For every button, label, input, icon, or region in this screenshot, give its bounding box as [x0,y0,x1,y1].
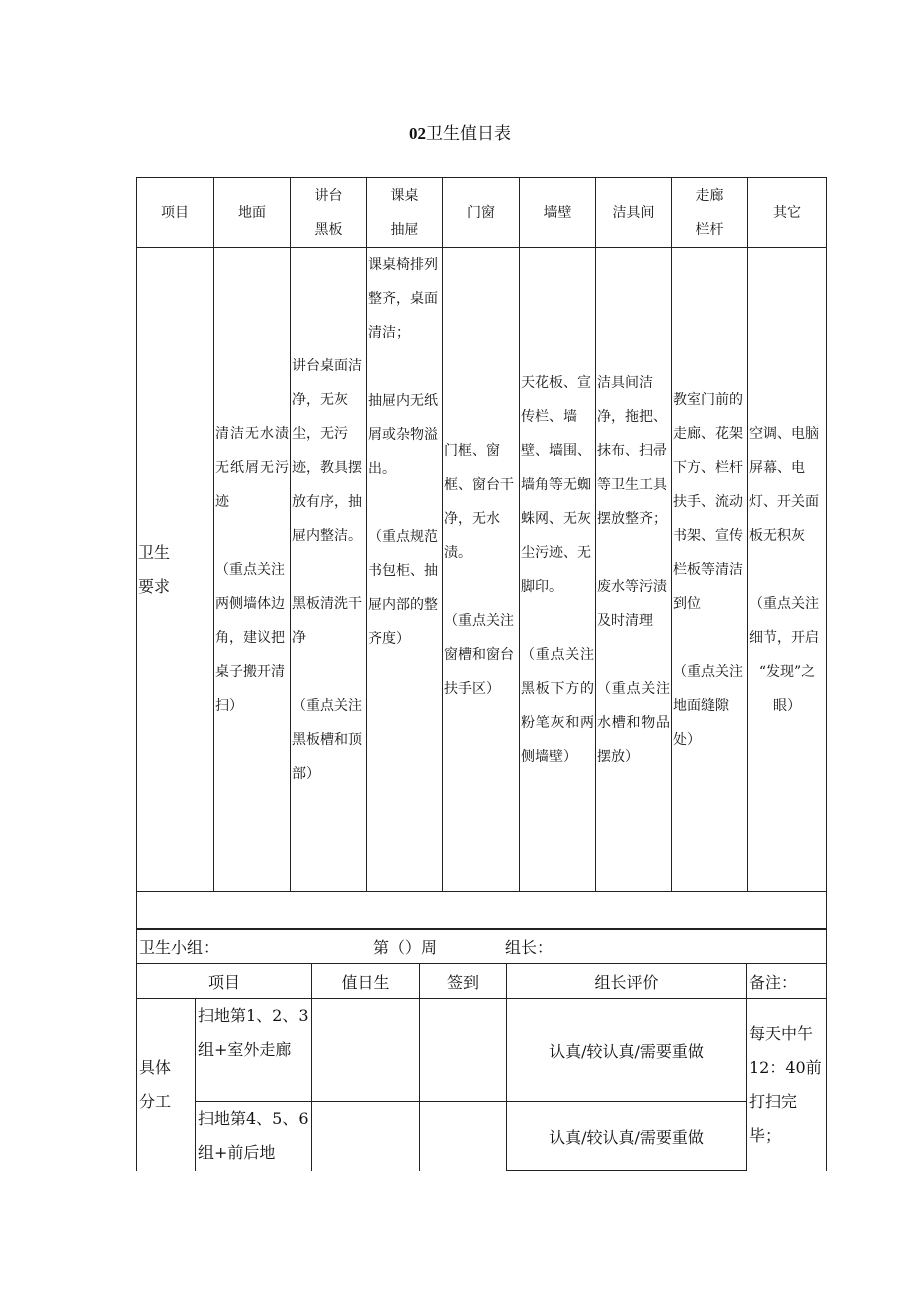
signin-field[interactable] [420,1102,507,1171]
group-duty-table [136,929,827,1171]
header-cell-other: 其它 [748,178,827,248]
remark-cell: 每天中午12：40前打扫完毕； [747,999,827,1171]
req-wall-cell [520,248,596,892]
leader-label: 组长： [505,938,554,957]
header-podium-text: 讲台 黑板 [314,187,343,238]
evaluation-options[interactable]: 认真/较认真/需要重做 [507,999,747,1102]
req-wall-note: （重点关注黑板下方的粉笔灰和两侧墙壁） [521,646,594,765]
req-desk-cell [367,248,443,892]
title-number: 02 [409,124,426,143]
row-label-cell [137,248,214,892]
group-header-row [137,964,827,999]
req-corridor-cell [672,248,748,892]
col-header-item: 项目 [137,964,312,999]
section-label: 具体 分工 [139,1057,172,1111]
req-other-note2: “发现”之眼） [758,663,816,714]
req-other-note: （重点关注细节，开启 [749,595,819,646]
page-title [0,119,920,144]
blank-cell[interactable] [137,892,827,929]
header-cell-item: 项目 [137,178,214,248]
group-info-cell [137,930,827,964]
req-floor-cell [214,248,291,892]
title-text: 卫生值日表 [426,124,511,144]
table-row [137,1102,827,1171]
requirements-row [137,248,827,892]
req-desk-main: 课桌椅排列整齐，桌面清洁； [368,257,438,341]
header-cell-corridor [672,178,748,248]
header-cell-closet: 洁具间 [596,178,672,248]
req-closet-cell [596,248,672,892]
header-cell-podium [291,178,367,248]
req-podium-main: 讲台桌面洁净，无灰尘，无污迹，教具摆放有序，抽屉内整洁。 [292,357,362,544]
req-window-note: （重点关注窗槽和窗台扶手区） [444,612,514,697]
header-cell-window: 门窗 [443,178,520,248]
section-label-cell [137,999,196,1171]
signin-field[interactable] [420,999,507,1102]
req-wall-main: 天花板、宣传栏、墙壁、墙围、墙角等无蜘蛛网、无灰尘污迹、无脚印。 [521,374,591,595]
group-info-row [137,930,827,964]
week-label: 第（）周 [373,938,438,957]
req-other-cell [748,248,827,892]
col-header-duty-student: 值日生 [312,964,420,999]
table-row [137,999,827,1102]
req-closet-extra: 废水等污渍及时清理 [597,578,667,629]
req-corridor-main: 教室门前的走廊、花架下方、栏杆扶手、流动书架、宣传栏板等清洁到位 [673,391,743,612]
col-header-evaluation: 组长评价 [507,964,747,999]
req-corridor-note: （重点关注地面缝隙处） [673,663,743,748]
evaluation-options[interactable]: 认真/较认真/需要重做 [507,1102,747,1171]
row-label: 卫生 要求 [138,542,171,596]
header-cell-wall: 墙壁 [520,178,596,248]
col-header-signin: 签到 [420,964,507,999]
req-closet-note: （重点关注水槽和物品摆放） [597,680,670,765]
header-desk-text: 课桌 抽屉 [390,187,419,238]
header-cell-desk [367,178,443,248]
req-podium-extra: 黑板清洗干净 [292,595,362,646]
req-desk-extra: 抽屉内无纸屑或杂物溢出。 [368,393,438,477]
header-row [137,178,827,248]
req-desk-note: （重点规范书包柜、抽屉内部的整齐度） [368,529,438,647]
task-cell: 扫地第4、5、6组+前后地 [196,1102,312,1171]
req-podium-note: （重点关注黑板槽和顶部） [292,697,362,782]
header-corridor-text: 走廊 栏杆 [695,187,724,238]
col-header-remark: 备注： [747,964,827,999]
req-podium-cell [291,248,367,892]
task-cell: 扫地第1、2、3组+室外走廊 [196,999,312,1102]
header-cell-floor: 地面 [214,178,291,248]
blank-row [137,892,827,929]
duty-requirements-table [136,177,827,929]
group-label: 卫生小组： [139,938,220,957]
req-other-main: 空调、电脑屏幕、电灯、开关面板无积灰 [749,425,819,544]
req-window-main: 门框、窗框、窗台干净，无水渍。 [444,442,514,561]
duty-student-field[interactable] [312,999,420,1102]
req-window-cell [443,248,520,892]
duty-student-field[interactable] [312,1102,420,1171]
req-floor-note: （重点关注两侧墙体边角，建议把桌子搬开清扫） [215,561,285,714]
req-floor-main: 清洁无水渍无纸屑无污迹 [215,425,289,510]
req-closet-main: 洁具间洁净，拖把、抹布、扫帚等卫生工具摆放整齐； [597,374,667,527]
